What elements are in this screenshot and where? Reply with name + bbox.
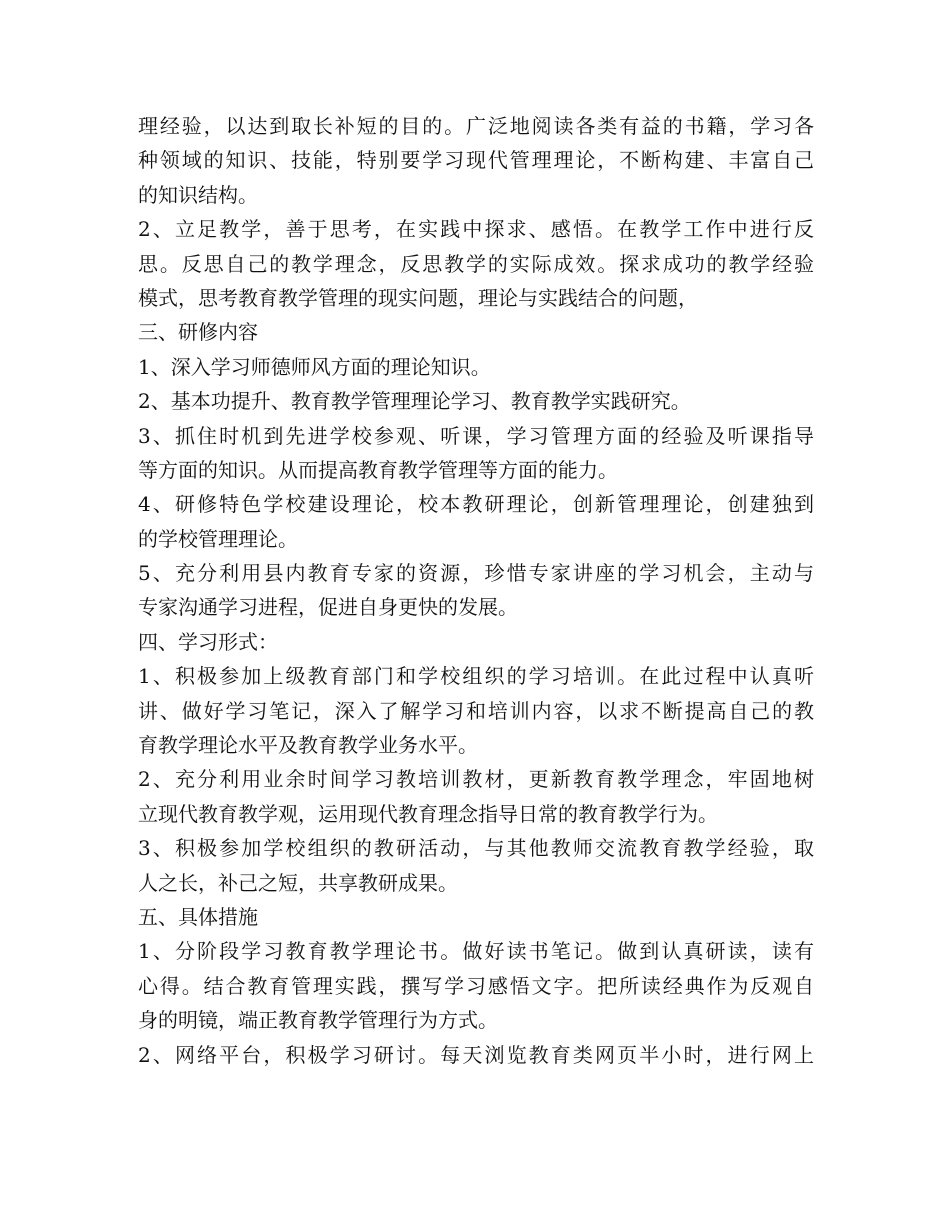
text-line: 2、立足教学，善于思考，在实践中探求、感悟。在教学工作中进行反 <box>138 217 814 242</box>
text-line: 种领域的知识、技能，特别要学习现代管理理论，不断构建、丰富自己 <box>138 148 814 173</box>
text-line: 理经验，以达到取长补短的目的。广泛地阅读各类有益的书籍，学习各 <box>138 114 814 138</box>
text-line: 五、具体措施 <box>138 904 258 929</box>
text-line: 等方面的知识。从而提高教育教学管理等方面的能力。 <box>138 457 618 482</box>
text-line: 人之长，补己之短，共享教研成果。 <box>138 870 458 895</box>
text-line: 专家沟通学习进程，促进自身更快的发展。 <box>138 595 518 620</box>
text-line: 育教学理论水平及教育教学业务水平。 <box>138 733 478 758</box>
text-line: 思。反思自己的教学理念，反思教学的实际成效。探求成功的教学经验 <box>138 251 814 276</box>
text-line: 2、网络平台，积极学习研讨。每天浏览教育类网页半小时，进行网上 <box>138 1042 814 1067</box>
text-line: 身的明镜，端正教育教学管理行为方式。 <box>138 1008 498 1033</box>
text-line: 模式，思考教育教学管理的现实问题，理论与实践结合的问题， <box>138 285 698 310</box>
text-line: 4、研修特色学校建设理论，校本教研理论，创新管理理论，创建独到 <box>138 492 814 517</box>
text-line: 2、基本功提升、教育教学管理理论学习、教育教学实践研究。 <box>138 389 691 414</box>
document-body <box>138 109 814 1072</box>
text-line: 讲、做好学习笔记，深入了解学习和培训内容，以求不断提高自己的教 <box>138 698 814 723</box>
text-line: 5、充分利用县内教育专家的资源，珍惜专家讲座的学习机会，主动与 <box>138 561 814 586</box>
text-line: 3、抓住时机到先进学校参观、听课，学习管理方面的经验及听课指导 <box>138 423 814 448</box>
text-line: 三、研修内容 <box>138 320 258 345</box>
text-line: 2、充分利用业余时间学习教培训教材，更新教育教学理念，牢固地树 <box>138 767 814 792</box>
text-line: 1、积极参加上级教育部门和学校组织的学习培训。在此过程中认真听 <box>138 664 814 689</box>
text-line: 1、分阶段学习教育教学理论书。做好读书笔记。做到认真研读，读有 <box>138 939 814 964</box>
text-line: 1、深入学习师德师风方面的理论知识。 <box>138 354 491 379</box>
text-line: 3、积极参加学校组织的教研活动，与其他教师交流教育教学经验，取 <box>138 836 814 861</box>
text-line: 的知识结构。 <box>138 182 258 207</box>
text-line: 心得。结合教育管理实践，撰写学习感悟文字。把所读经典作为反观自 <box>138 973 814 998</box>
text-line: 立现代教育教学观，运用现代教育理念指导日常的教育教学行为。 <box>138 801 718 826</box>
text-line: 四、学习形式： <box>138 629 278 654</box>
text-line: 的学校管理理论。 <box>138 526 298 551</box>
